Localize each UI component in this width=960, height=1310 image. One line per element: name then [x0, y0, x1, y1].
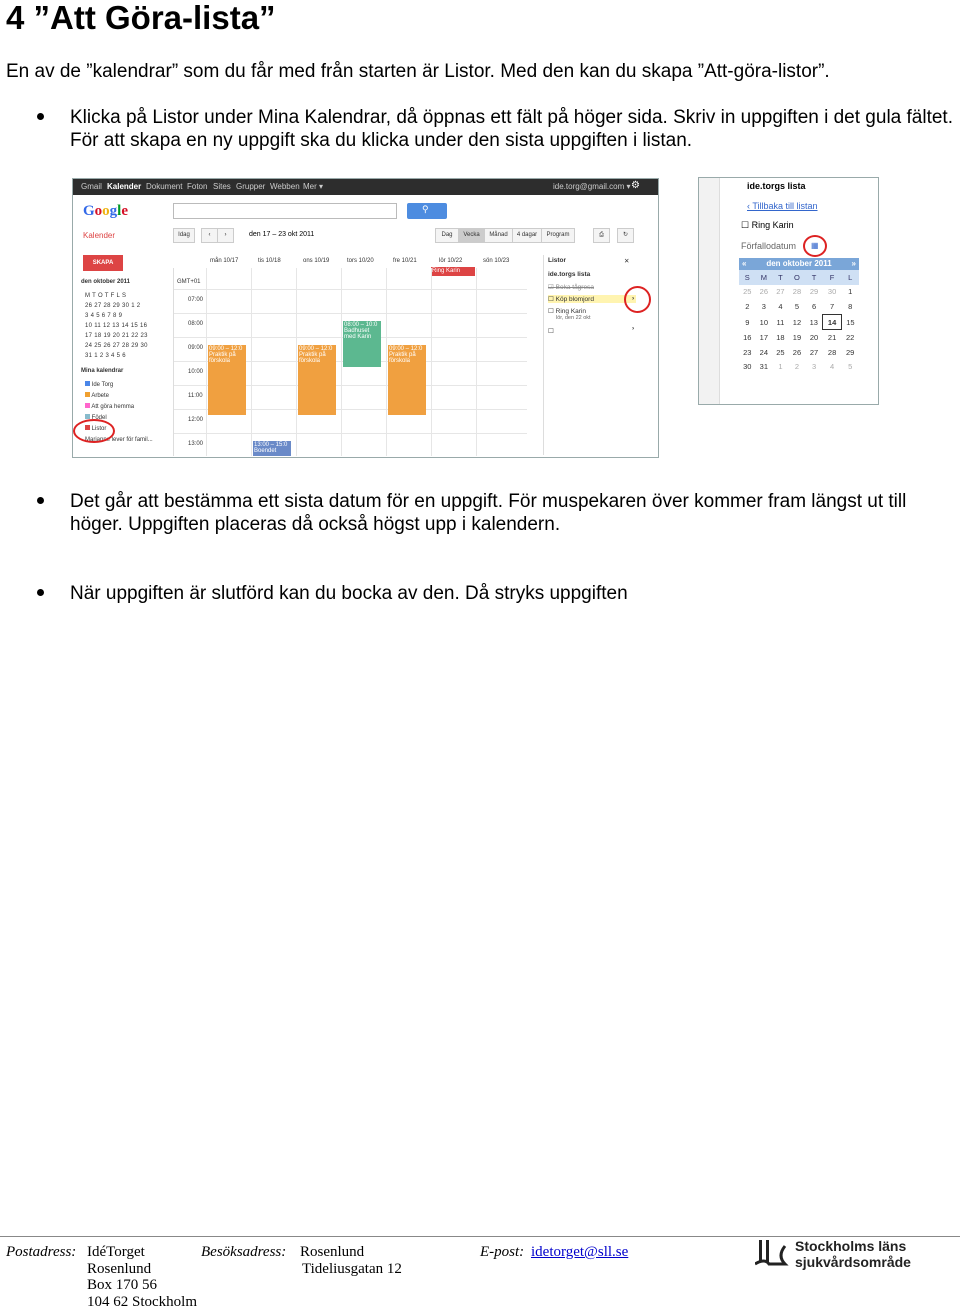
date-range: den 17 – 23 okt 2011 [249, 231, 315, 238]
tasks-panel [543, 255, 644, 455]
scrollbar[interactable] [699, 178, 720, 404]
calendar-item[interactable]: Födel [85, 413, 153, 424]
prev-month-icon[interactable]: « [742, 259, 747, 268]
bullet-2-text: Det går att bestämma ett sista datum för en uppgift. För muspekaren över kommer fram längst ut till höger. Uppgiften placeras då också högst upp i kalendern. [70, 491, 907, 535]
date-picker-month: « den oktober 2011 » [739, 258, 859, 270]
date-cell[interactable]: 27 [776, 287, 785, 297]
date-cell[interactable]: 3 [811, 362, 817, 372]
date-cell[interactable]: 16 [743, 332, 752, 342]
bullet-dot [37, 113, 44, 120]
date-cell[interactable]: 19 [792, 332, 802, 342]
search-button[interactable] [407, 203, 447, 219]
calendar-item[interactable]: Marianne lever för famil... [85, 437, 153, 443]
refresh-icon[interactable]: ↻ [617, 228, 634, 243]
calendar-event[interactable]: 09:00 – 12:0 Praktik på förskola [208, 345, 246, 415]
date-cell[interactable]: 26 [759, 287, 769, 297]
highlight-circle [73, 419, 115, 443]
calendar-screenshot [72, 178, 659, 458]
highlight-circle [624, 286, 651, 313]
gear-icon[interactable]: ⚙ [631, 180, 640, 191]
time-label: 10:00 [188, 369, 204, 375]
date-picker[interactable] [739, 258, 859, 374]
search-input[interactable] [173, 203, 397, 219]
date-cell[interactable]: 3 [761, 302, 766, 312]
calendar-label: Kalender [83, 231, 116, 240]
google-topbar [73, 179, 658, 195]
day-header[interactable]: tis 10/18 [258, 258, 281, 264]
email-link[interactable]: idetorget@sll.se [531, 1244, 629, 1260]
date-cell[interactable]: 11 [776, 317, 785, 327]
footer-rule [0, 1236, 960, 1237]
mini-month-title: den oktober 2011 [81, 279, 131, 285]
google-logo: Google [83, 203, 129, 219]
weekday-header: T [805, 270, 823, 285]
date-cell[interactable]: 10 [759, 317, 769, 327]
task-name[interactable]: ☐ Ring Karin [741, 220, 794, 230]
weekday-header: M [756, 270, 773, 285]
list-title: ide.torgs lista [747, 181, 806, 191]
calendar-item[interactable]: Att göra hemma [85, 402, 153, 413]
date-cell[interactable]: 20 [809, 332, 819, 342]
close-icon[interactable]: ✕ [624, 258, 630, 265]
date-cell[interactable]: 1 [778, 362, 783, 372]
calendar-item[interactable]: Arbete [85, 391, 153, 402]
calendar-item-listor[interactable]: Listor [85, 424, 153, 435]
weekday-header: F [823, 270, 842, 285]
view-4days[interactable]: 4 dagar [512, 228, 542, 243]
date-cell[interactable]: 30 [827, 287, 837, 297]
calendar-event[interactable]: 13:00 – 15:0 Boendet [253, 441, 291, 456]
postal-label: Postadress: [6, 1244, 77, 1260]
date-cell[interactable]: 31 [759, 362, 769, 372]
day-header[interactable]: mån 10/17 [210, 258, 239, 264]
time-label: 13:00 [188, 441, 204, 447]
date-cell[interactable]: 14 [823, 314, 842, 330]
view-day[interactable]: Dag [435, 228, 459, 243]
print-icon[interactable]: ⎙ [593, 228, 610, 243]
due-date-screenshot [698, 177, 879, 405]
day-header[interactable]: ons 10/19 [303, 258, 330, 264]
topbar-link[interactable]: Mer ▾ [303, 182, 324, 191]
time-label: 07:00 [188, 297, 204, 303]
create-button[interactable]: SKAPA [83, 255, 123, 271]
topbar-link[interactable]: Sites [213, 182, 231, 191]
date-cell[interactable]: 8 [848, 302, 853, 312]
time-label: 12:00 [188, 417, 204, 423]
bullet-dot [37, 497, 44, 504]
date-cell[interactable]: 13 [809, 317, 818, 327]
calendar-event[interactable]: 09:00 – 12:0 Praktik på förskola [388, 345, 426, 415]
date-cell[interactable]: 9 [745, 317, 750, 327]
date-cell[interactable]: 7 [830, 301, 835, 311]
date-cell[interactable]: 18 [776, 332, 785, 342]
bullet-1-text: Klicka på Listor under Mina Kalendrar, då öppnas ett fält på höger sida. Skriv in uppgiften i det gula fältet. För att skapa en ny uppgift ska du klicka under den sista uppgiften i listan. [70, 107, 953, 151]
task-details-icon[interactable]: › [632, 295, 635, 302]
time-label: 08:00 [188, 321, 204, 327]
date-cell[interactable]: 25 [743, 287, 752, 297]
bullet-dot [37, 589, 44, 596]
date-cell[interactable]: 15 [846, 317, 855, 327]
date-cell[interactable]: 29 [846, 347, 855, 357]
intro-text: En av de ”kalendrar” som du får med från starten är Listor. Med den kan du skapa ”Att-göra-listor”. [6, 61, 830, 82]
topbar-link[interactable]: Gmail [81, 182, 102, 191]
task-item[interactable]: ☐ Köp blomjord [548, 295, 636, 303]
next-month-icon[interactable]: » [851, 259, 856, 268]
view-month[interactable]: Månad [484, 228, 513, 243]
topbar-link[interactable]: Dokument [146, 182, 183, 191]
visit-address: Rosenlund Tideliusgatan 12 [300, 1244, 402, 1277]
date-cell[interactable]: 2 [745, 302, 750, 312]
week-grid[interactable] [173, 268, 527, 456]
date-cell[interactable]: 25 [776, 347, 785, 357]
weekday-header: T [772, 270, 789, 285]
highlight-circle [803, 235, 827, 257]
task-item[interactable]: ☑ Boka tågresa [548, 284, 594, 291]
my-calendars-heading[interactable]: Mina kalendrar [81, 368, 124, 374]
next-icon[interactable]: › [217, 228, 234, 243]
organization-name: Stockholms läns sjukvårdsområde [795, 1238, 911, 1270]
date-cell[interactable]: 28 [827, 347, 837, 357]
date-cell[interactable]: 28 [792, 287, 802, 297]
date-cell[interactable]: 27 [809, 347, 819, 357]
view-agenda[interactable]: Program [541, 228, 575, 243]
mini-calendar[interactable]: M T O T F L S 26 27 28 29 30 1 2 3 4 5 6 7 8 9 10 11 12 13 14 15 16 17 18 19 20 21 22 23 24 25 26 27 28 29 30 31 1 2 3 4 5 6 [85, 293, 148, 359]
date-cell[interactable]: 4 [830, 362, 835, 372]
time-label: 09:00 [188, 345, 204, 351]
date-cell[interactable]: 23 [743, 347, 752, 357]
date-cell[interactable]: 5 [848, 362, 853, 372]
date-cell[interactable]: 21 [827, 333, 837, 343]
date-cell[interactable]: 29 [809, 287, 819, 297]
bullet-3-text: När uppgiften är slutförd kan du bocka av den. Då stryks uppgiften [70, 583, 628, 604]
task-item[interactable]: ☐ Ring Karin [548, 308, 586, 315]
new-task-checkbox[interactable]: ☐ [548, 328, 554, 335]
allday-event[interactable]: Ring Karin [431, 267, 475, 276]
timezone: GMT+01 [177, 279, 201, 285]
date-cell[interactable]: 5 [794, 302, 800, 312]
calendar-event[interactable]: 09:00 – 12:0 Praktik på förskola [298, 345, 336, 415]
calendar-event[interactable]: 08:00 – 10:0 Badhuset med Karin [343, 321, 381, 367]
date-cell[interactable]: 4 [778, 302, 783, 312]
due-date-label: Förfallodatum [741, 241, 797, 251]
account-email[interactable]: ide.torg@gmail.com ▾ [553, 182, 631, 191]
task-details-icon[interactable]: › [632, 325, 635, 332]
day-header[interactable]: tors 10/20 [347, 258, 374, 264]
weekday-header: L [841, 270, 859, 285]
calendar-item[interactable]: Ide Torg [85, 380, 153, 391]
topbar-link[interactable]: Grupper [236, 182, 266, 191]
back-link[interactable]: ‹ Tillbaka till listan [747, 201, 818, 211]
day-header[interactable]: lör 10/22 [439, 258, 463, 264]
date-picker-grid[interactable] [739, 270, 859, 374]
today-button[interactable]: Idag [173, 228, 195, 243]
date-cell[interactable]: 2 [794, 362, 800, 372]
date-cell[interactable]: 24 [759, 347, 769, 357]
tasks-title: Listor [548, 257, 567, 264]
date-cell[interactable]: 30 [743, 362, 752, 372]
view-week[interactable]: Vecka [458, 228, 485, 243]
calendar-icon[interactable]: ▦ [811, 241, 819, 250]
topbar-link[interactable]: Webben [270, 182, 300, 191]
date-cell[interactable]: 12 [792, 317, 802, 327]
day-header[interactable]: sön 10/23 [483, 258, 510, 264]
task-list-name[interactable]: ide.torgs lista [548, 271, 591, 278]
weekday-header: O [789, 270, 806, 285]
time-label: 11:00 [188, 393, 203, 399]
date-cell[interactable]: 1 [848, 287, 853, 297]
topbar-link[interactable]: Foton [187, 182, 208, 191]
date-cell[interactable]: 22 [846, 332, 855, 342]
date-cell[interactable]: 6 [811, 302, 817, 312]
date-cell[interactable]: 17 [759, 332, 769, 342]
prev-icon[interactable]: ‹ [201, 228, 218, 243]
task-due-date: lör, den 22 okt [556, 315, 591, 321]
day-header[interactable]: fre 10/21 [393, 258, 417, 264]
postal-address: IdéTorget Rosenlund Box 170 56 104 62 Stockholm [87, 1244, 198, 1310]
search-icon: ⚲ [422, 204, 429, 214]
date-cell[interactable]: 26 [792, 347, 802, 357]
visit-label: Besöksadress: [201, 1244, 287, 1260]
weekday-header: S [739, 270, 756, 285]
email-label: E-post: [480, 1244, 525, 1260]
page-heading: 4 ”Att Göra-lista” [6, 0, 276, 36]
topbar-link[interactable]: Kalender [107, 182, 142, 191]
